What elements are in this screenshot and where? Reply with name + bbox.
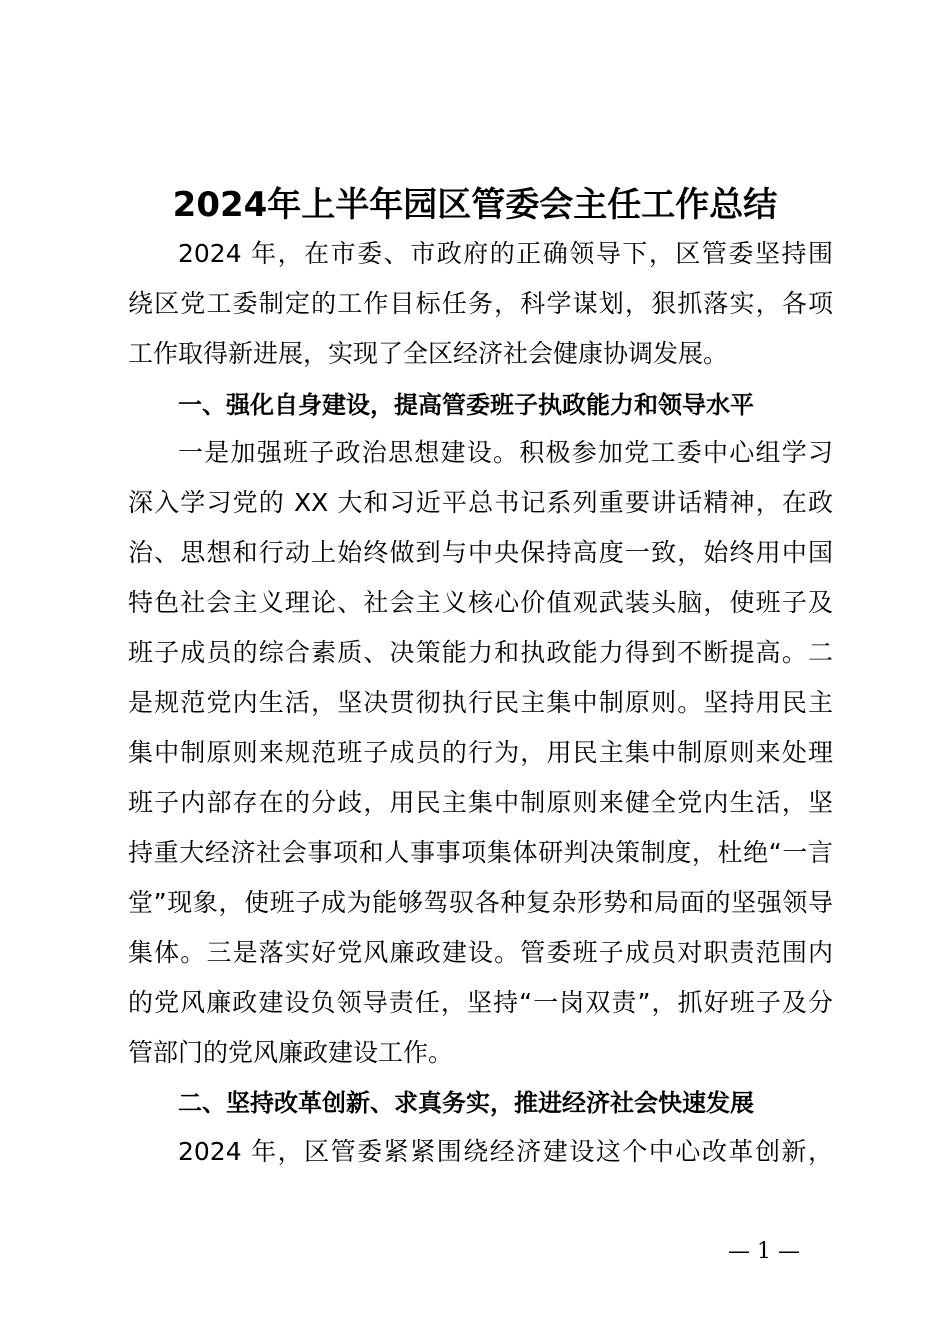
paragraph-line: 2024 年，在市委、市政府的正确领导下，区管委坚持围 <box>178 239 833 268</box>
paragraph-line: 治、思想和行动上始终做到与中央保持高度一致，始终用中国 <box>128 538 833 567</box>
paragraph-line: 的党风廉政建设负领导责任，坚持“一岗双责”，抓好班子及分 <box>128 988 833 1017</box>
paragraph-line: 班子成员的综合素质、决策能力和执政能力得到不断提高。二 <box>128 638 833 667</box>
paragraph-line: 集中制原则来规范班子成员的行为，用民主集中制原则来处理 <box>128 738 833 767</box>
paragraph-line: 堂”现象，使班子成为能够驾驭各种复杂形势和局面的坚强领导 <box>128 888 833 917</box>
paragraph-line: 管部门的党风廉政建设工作。 <box>128 1038 454 1067</box>
paragraph-line: 特色社会主义理论、社会主义核心价值观武装头脑，使班子及 <box>128 588 833 617</box>
paragraph-line: 班子内部存在的分歧，用民主集中制原则来健全党内生活，坚 <box>128 788 833 817</box>
paragraph-line: 一是加强班子政治思想建设。积极参加党工委中心组学习 <box>178 438 833 467</box>
paragraph-line: 2024 年，区管委紧紧围绕经济建设这个中心改革创新， <box>178 1137 833 1166</box>
paragraph-line: 集体。三是落实好党风廉政建设。管委班子成员对职责范围内 <box>128 938 833 967</box>
paragraph-line: 是规范党内生活，坚决贯彻执行民主集中制原则。坚持用民主 <box>128 688 833 717</box>
section-heading: 二、坚持改革创新、求真务实，推进经济社会快速发展 <box>178 1089 754 1117</box>
page-number: — 1 — <box>728 1239 800 1264</box>
paragraph-line: 绕区党工委制定的工作目标任务，科学谋划，狠抓落实，各项 <box>128 289 833 318</box>
paragraph-line: 深入学习党的 XX 大和习近平总书记系列重要讲话精神，在政 <box>128 488 833 517</box>
paragraph-line: 工作取得新进展，实现了全区经济社会健康协调发展。 <box>128 339 729 368</box>
paragraph-line: 持重大经济社会事项和人事事项集体研判决策制度，杜绝“一言 <box>128 838 833 867</box>
section-heading: 一、强化自身建设，提高管委班子执政能力和领导水平 <box>178 391 754 419</box>
document-title: 2024年上半年园区管委会主任工作总结 <box>172 185 778 225</box>
